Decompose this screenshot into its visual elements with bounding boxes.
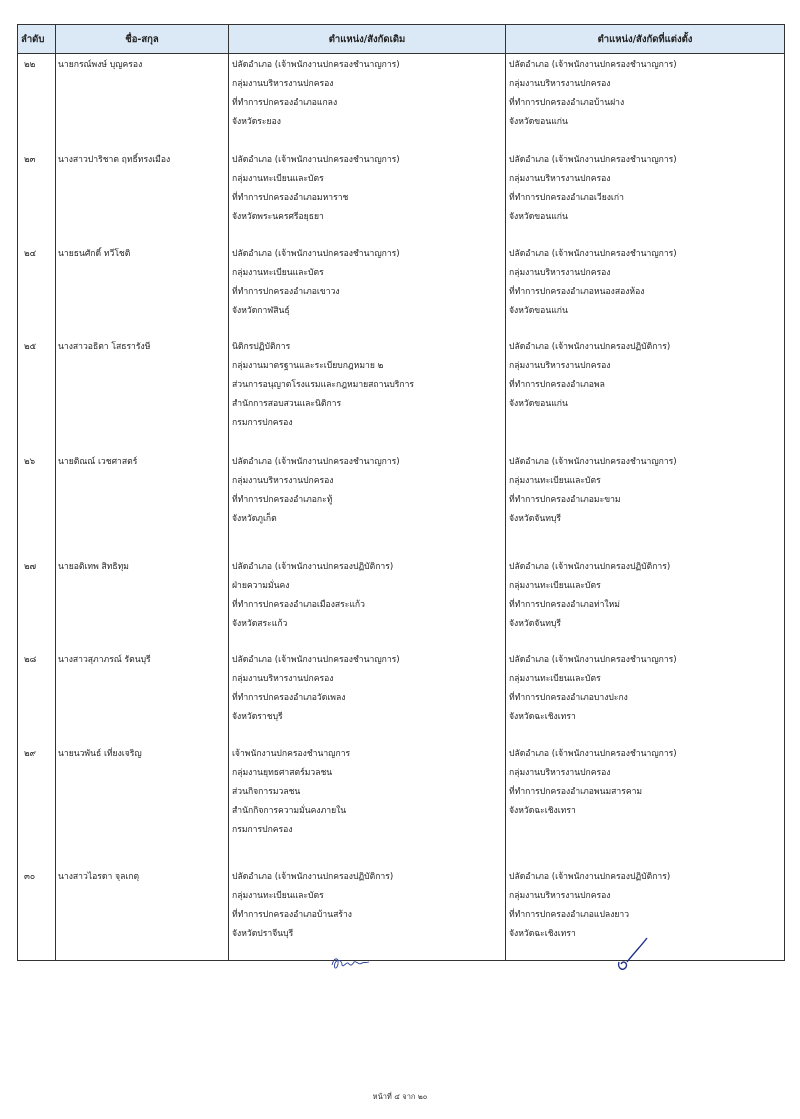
appointment-table <box>17 24 785 961</box>
position-line: ส่วนกิจการมวลชน <box>232 786 301 797</box>
cell-name: นายติณณ์ เวชศาสตร์ <box>56 451 229 556</box>
cell-no: ๒๔ <box>18 243 56 336</box>
position-line: กลุ่มงานบริหารงานปกครอง <box>232 79 334 89</box>
cell-new-position <box>506 336 785 451</box>
page-footer: หน้าที่ ๔ จาก ๒๐ <box>372 1092 428 1101</box>
position-line: ปลัดอำเภอ (เจ้าพนักงานปกครองชำนาญการ) <box>232 654 400 665</box>
table-header-row <box>18 25 785 54</box>
cell-old-position <box>229 54 506 149</box>
position-line: ที่ทำการปกครองอำเภอกะทู้ <box>232 494 333 505</box>
cell-name: นางสาวอธิตา โสธรารังษี <box>56 336 229 451</box>
position-line: จังหวัดภูเก็ต <box>232 513 277 524</box>
position-line: กลุ่มงานมาตรฐานและระเบียบกฎหมาย ๒ <box>232 360 384 371</box>
position-line: กลุ่มงานบริหารงานปกครอง <box>509 360 611 371</box>
position-line: กลุ่มงานบริหารงานปกครอง <box>509 267 611 278</box>
table-row <box>18 149 785 243</box>
cell-name: นายนวพันธ์ เที่ยงเจริญ <box>56 743 229 866</box>
position-line: ที่ทำการปกครองอำเภอบางปะกง <box>509 692 628 703</box>
cell-new-position <box>506 243 785 336</box>
position-line: ที่ทำการปกครองอำเภอวัดเพลง <box>232 692 346 703</box>
cell-new-position <box>506 556 785 649</box>
position-line: จังหวัดขอนแก่น <box>509 305 568 316</box>
table-row <box>18 649 785 743</box>
cell-name: นางสาวไอรดา จุลเกตุ <box>56 866 229 961</box>
position-line: กลุ่มงานทะเบียนและบัตร <box>232 890 324 901</box>
position-line: ส่วนการอนุญาตโรงแรมและกฎหมายสถานบริการ <box>232 379 415 390</box>
position-line: จังหวัดฉะเชิงเทรา <box>509 711 576 722</box>
cell-no: ๒๙ <box>18 743 56 866</box>
position-line: กลุ่มงานทะเบียนและบัตร <box>509 475 601 486</box>
position-line: ปลัดอำเภอ (เจ้าพนักงานปกครองชำนาญการ) <box>509 748 677 759</box>
position-line: ที่ทำการปกครองอำเภอมะขาม <box>509 494 621 505</box>
position-line: กลุ่มงานบริหารงานปกครอง <box>509 173 611 184</box>
position-line: จังหวัดกาฬสินธุ์ <box>232 305 290 316</box>
cell-old-position <box>229 149 506 243</box>
cell-old-position <box>229 556 506 649</box>
cell-old-position <box>229 336 506 451</box>
position-line: ที่ทำการปกครองอำเภอบ้านฝาง <box>509 98 625 108</box>
position-line: กลุ่มงานทะเบียนและบัตร <box>509 673 601 684</box>
cell-no: ๒๕ <box>18 336 56 451</box>
position-line: ที่ทำการปกครองอำเภอเขาวง <box>232 286 340 297</box>
position-line: ที่ทำการปกครองอำเภอท่าใหม่ <box>509 599 620 610</box>
position-line: ที่ทำการปกครองอำเภอพล <box>509 379 605 390</box>
position-line: จังหวัดพระนครศรีอยุธยา <box>232 211 324 222</box>
cell-old-position <box>229 451 506 556</box>
cell-old-position <box>229 866 506 961</box>
cell-old-position <box>229 743 506 866</box>
header-old-position: ตำแหน่ง/สังกัดเดิม <box>229 25 506 54</box>
position-line: ที่ทำการปกครองอำเภอบ้านสร้าง <box>232 909 352 920</box>
position-line: กลุ่มงานทะเบียนและบัตร <box>232 173 324 184</box>
cell-name: นายอติเทพ สิทธิทุม <box>56 556 229 649</box>
cell-name: นางสาวปาริชาต ฤทธิ์ทรงเมือง <box>56 149 229 243</box>
position-line: จังหวัดจันทบุรี <box>509 513 561 524</box>
position-line: ที่ทำการปกครองอำเภอแปลงยาว <box>509 909 630 920</box>
header-no: ลำดับ <box>18 25 56 54</box>
cell-name: นางสาวสุภาภรณ์ รัตนบุรี <box>56 649 229 743</box>
table-row <box>18 556 785 649</box>
position-line: ที่ทำการปกครองอำเภอหนองสองห้อง <box>509 286 645 297</box>
table-row <box>18 243 785 336</box>
position-line: กลุ่มงานทะเบียนและบัตร <box>232 267 324 278</box>
position-line: ปลัดอำเภอ (เจ้าพนักงานปกครองปฏิบัติการ) <box>232 561 394 572</box>
cell-no: ๓๐ <box>18 866 56 961</box>
position-line: ที่ทำการปกครองอำเภอเวียงเก่า <box>509 192 624 203</box>
table-row <box>18 336 785 451</box>
table-row <box>18 866 785 961</box>
position-line: ปลัดอำเภอ (เจ้าพนักงานปกครองปฏิบัติการ) <box>509 561 671 572</box>
position-line: กลุ่มงานบริหารงานปกครอง <box>509 890 611 901</box>
cell-old-position <box>229 649 506 743</box>
position-line: ที่ทำการปกครองอำเภอพนมสารคาม <box>509 786 643 797</box>
position-line: เจ้าพนักงานปกครองชำนาญการ <box>232 748 351 759</box>
position-line: จังหวัดขอนแก่น <box>509 117 568 127</box>
position-line: จังหวัดราชบุรี <box>232 711 283 722</box>
position-line: กลุ่มงานบริหารงานปกครอง <box>509 767 611 778</box>
position-line: จังหวัดจันทบุรี <box>509 618 561 629</box>
position-line: ปลัดอำเภอ (เจ้าพนักงานปกครองชำนาญการ) <box>509 154 677 165</box>
position-line: จังหวัดขอนแก่น <box>509 211 568 222</box>
position-line: สำนักกิจการความมั่นคงภายใน <box>232 805 347 816</box>
position-line: จังหวัดฉะเชิงเทรา <box>509 805 576 816</box>
cell-new-position <box>506 451 785 556</box>
table-row <box>18 451 785 556</box>
position-line: จังหวัดฉะเชิงเทรา <box>509 928 576 939</box>
position-line: ปลัดอำเภอ (เจ้าพนักงานปกครองชำนาญการ) <box>509 654 677 665</box>
position-line: ปลัดอำเภอ (เจ้าพนักงานปกครองปฏิบัติการ) <box>509 871 671 882</box>
position-line: กลุ่มงานบริหารงานปกครอง <box>232 673 334 684</box>
cell-no: ๒๘ <box>18 649 56 743</box>
position-line: ปลัดอำเภอ (เจ้าพนักงานปกครองชำนาญการ) <box>232 60 400 70</box>
signature-left <box>329 953 371 973</box>
position-line: ปลัดอำเภอ (เจ้าพนักงานปกครองชำนาญการ) <box>232 456 400 467</box>
header-new-position: ตำแหน่ง/สังกัดที่แต่งตั้ง <box>506 25 785 54</box>
cell-new-position <box>506 149 785 243</box>
cell-no: ๒๓ <box>18 149 56 243</box>
table-row <box>18 54 785 149</box>
position-line: ปลัดอำเภอ (เจ้าพนักงานปกครองชำนาญการ) <box>232 248 400 259</box>
position-line: ที่ทำการปกครองอำเภอเมืองสระแก้ว <box>232 599 365 610</box>
position-line: จังหวัดปราจีนบุรี <box>232 928 294 939</box>
cell-no: ๒๗ <box>18 556 56 649</box>
table-body <box>18 54 785 961</box>
signature-right <box>613 934 653 974</box>
cell-new-position <box>506 743 785 866</box>
position-line: จังหวัดขอนแก่น <box>509 398 568 409</box>
position-line: นิติกรปฏิบัติการ <box>232 341 291 352</box>
position-line: ปลัดอำเภอ (เจ้าพนักงานปกครองปฏิบัติการ) <box>509 341 671 352</box>
table-row <box>18 743 785 866</box>
position-line: ปลัดอำเภอ (เจ้าพนักงานปกครองชำนาญการ) <box>509 248 677 259</box>
cell-no: ๒๒ <box>18 54 56 149</box>
position-line: ฝ่ายความมั่นคง <box>232 580 290 591</box>
position-line: ปลัดอำเภอ (เจ้าพนักงานปกครองชำนาญการ) <box>509 60 677 70</box>
position-line: กรมการปกครอง <box>232 824 293 835</box>
cell-no: ๒๖ <box>18 451 56 556</box>
position-line: กลุ่มงานยุทธศาสตร์มวลชน <box>232 767 333 778</box>
position-line: สำนักการสอบสวนและนิติการ <box>232 398 342 409</box>
cell-old-position <box>229 243 506 336</box>
cell-new-position <box>506 54 785 149</box>
position-line: ที่ทำการปกครองอำเภอมหาราช <box>232 192 349 203</box>
cell-new-position <box>506 649 785 743</box>
position-line: กลุ่มงานบริหารงานปกครอง <box>509 79 611 89</box>
position-line: จังหวัดสระแก้ว <box>232 618 288 629</box>
position-line: กรมการปกครอง <box>232 417 293 428</box>
position-line: ปลัดอำเภอ (เจ้าพนักงานปกครองชำนาญการ) <box>232 154 400 165</box>
position-line: กลุ่มงานทะเบียนและบัตร <box>509 580 601 591</box>
header-name: ชื่อ-สกุล <box>56 25 229 54</box>
cell-name: นายธนศักดิ์ ทวีโชติ <box>56 243 229 336</box>
position-line: กลุ่มงานบริหารงานปกครอง <box>232 475 334 486</box>
position-line: ปลัดอำเภอ (เจ้าพนักงานปกครองปฏิบัติการ) <box>232 871 394 882</box>
position-line: ที่ทำการปกครองอำเภอแกลง <box>232 98 338 108</box>
position-line: ปลัดอำเภอ (เจ้าพนักงานปกครองชำนาญการ) <box>509 456 677 467</box>
cell-name: นายกรณ์พงษ์ บุญครอง <box>56 54 229 149</box>
document-sheet <box>17 24 784 961</box>
position-line: จังหวัดระยอง <box>232 117 281 127</box>
